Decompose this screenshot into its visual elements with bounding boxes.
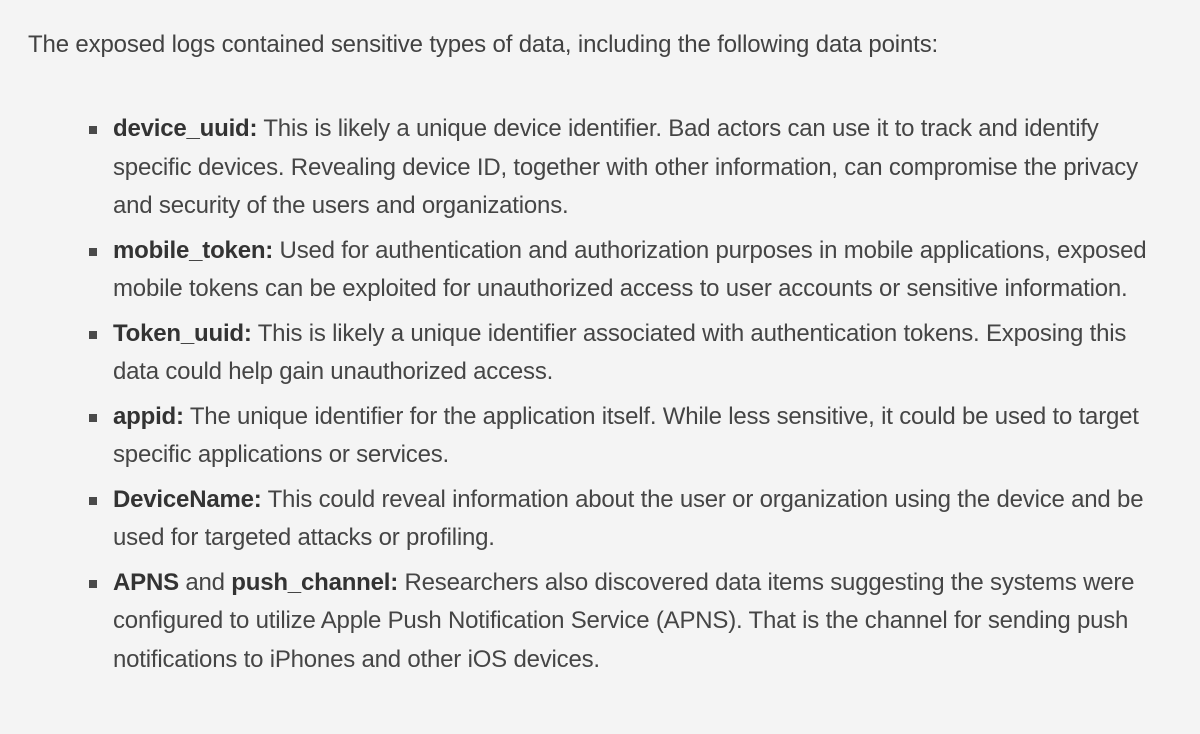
item-description: This is likely a unique identifier associated with authentication tokens. Exposing this data could help gain unauthorized access. (113, 319, 1127, 385)
item-description: Used for authentication and authorization purposes in mobile applications, exposed mobile tokens can be exploited for unauthorized access to user accounts or sensitive information. (113, 236, 1147, 302)
term-label: APNS (113, 568, 179, 596)
list-item-devicename (113, 481, 1172, 558)
list-item-token-uuid (113, 315, 1172, 392)
square-bullet-icon (89, 497, 97, 505)
square-bullet-icon (89, 331, 97, 339)
term-label-secondary: push_channel: (231, 568, 399, 596)
item-description: Researchers also discovered data items suggesting the systems were configured to utilize Apple Push Notification Service (APNS). That is the channel for sending push notifications to iPhones and other iOS devices. (113, 568, 1135, 673)
term-connector: and (178, 568, 232, 596)
term-label: appid: (113, 402, 184, 430)
square-bullet-icon (89, 580, 97, 588)
data-points-list (28, 110, 1172, 679)
square-bullet-icon (89, 414, 97, 422)
list-item-appid (113, 398, 1172, 475)
list-item-apns-push-channel (113, 564, 1172, 680)
term-label: DeviceName: (113, 485, 262, 513)
item-description: This could reveal information about the user or organization using the device and be used for targeted attacks or profiling. (113, 485, 1144, 551)
item-description: The unique identifier for the application itself. While less sensitive, it could be used to target specific applications or services. (113, 402, 1139, 468)
term-label: device_uuid: (113, 115, 258, 142)
term-label: Token_uuid: (113, 319, 252, 347)
item-description: This is likely a unique device identifier. Bad actors can use it to track and identify specific devices. Revealing device ID, together with other information, can compromise the privacy and security of the users and organizations. (113, 115, 1138, 219)
list-item-device-uuid (113, 110, 1172, 226)
square-bullet-icon (89, 248, 97, 256)
square-bullet-icon (89, 126, 97, 134)
list-item-mobile-token (113, 232, 1172, 309)
intro-paragraph: The exposed logs contained sensitive types of data, including the following data points: (28, 31, 939, 58)
term-label: mobile_token: (113, 236, 274, 264)
